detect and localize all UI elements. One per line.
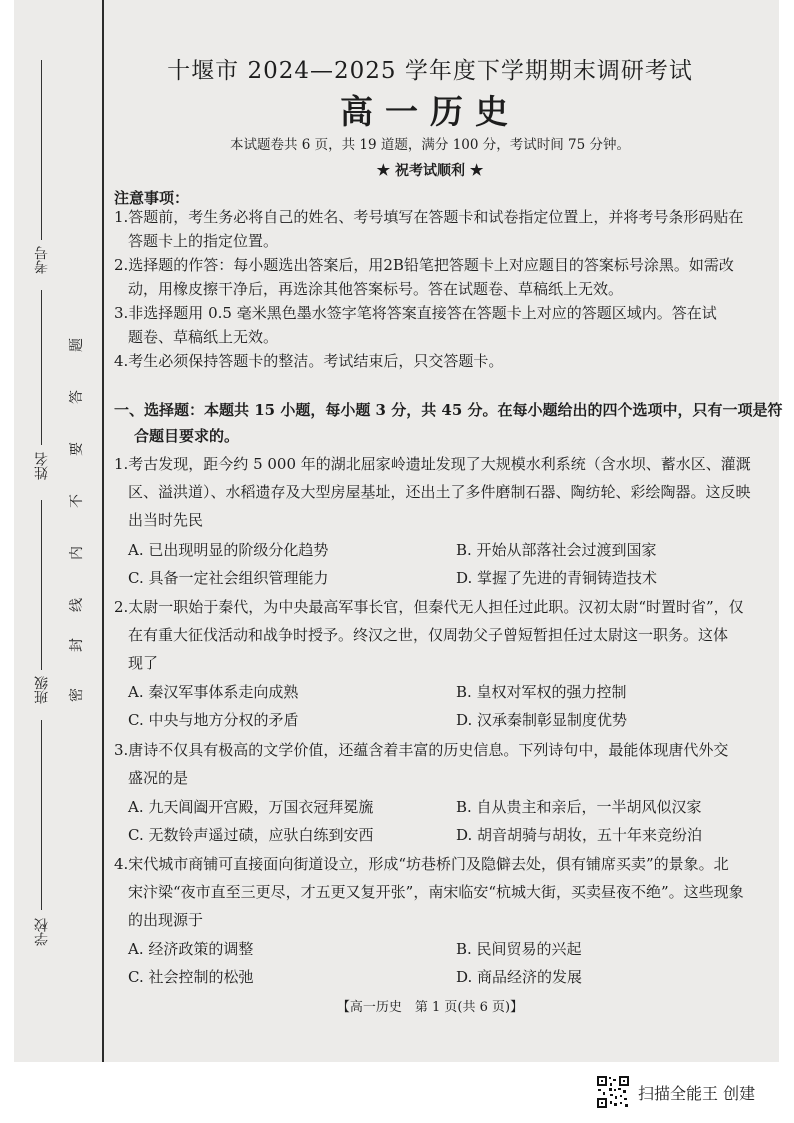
note-line: 3.非选择题用 0.5 毫米黑色墨水签字笔将答案直接答在答题卡上对应的答题区域内。答在试 xyxy=(114,304,717,322)
question-3-stem: 盛况的是 xyxy=(128,769,189,787)
question-4-option-c: C. 社会控制的松弛 xyxy=(128,968,254,986)
question-2-option-a: A. 秦汉军事体系走向成熟 xyxy=(128,683,299,701)
qr-code-icon xyxy=(596,1075,630,1109)
seal-char: 封 xyxy=(69,638,85,652)
notes-heading: 注意事项： xyxy=(114,189,190,207)
good-luck-banner xyxy=(100,160,760,180)
question-1-option-a: A. 已出现明显的阶级分化趋势 xyxy=(128,541,329,559)
note-line: 题卷、草稿纸上无效。 xyxy=(128,328,279,346)
question-1-stem: 出当时先民 xyxy=(128,511,204,529)
seal-char: 要 xyxy=(69,442,85,456)
section-heading-cont: 合题目要求的。 xyxy=(134,427,240,445)
question-3-option-b: B. 自从贵主和亲后，一半胡风似汉家 xyxy=(456,798,702,816)
question-4-option-d: D. 商品经济的发展 xyxy=(456,968,583,986)
question-2-option-b: B. 皇权对军权的强力控制 xyxy=(456,683,627,701)
exam-info: 本试题卷共 6 页，共 19 道题，满分 100 分，考试时间 75 分钟。 xyxy=(229,137,631,153)
note-line: 4.考生必须保持答题卡的整洁。考试结束后，只交答题卡。 xyxy=(114,352,504,370)
question-2-option-c: C. 中央与地方分权的矛盾 xyxy=(128,711,299,729)
seal-line-text xyxy=(66,335,86,715)
star-icon: ★ xyxy=(469,161,484,179)
question-2-option-d: D. 汉承秦制彰显制度优势 xyxy=(456,711,628,729)
question-4-stem: 的出现源于 xyxy=(128,911,204,929)
question-1-option-b: B. 开始从部落社会过渡到国家 xyxy=(456,541,657,559)
exam-title: 十堰市 2024—2025 学年度下学期期末调研考试 xyxy=(167,58,693,84)
question-3-option-d: D. 胡音胡骑与胡妆，五十年来竞纷泊 xyxy=(456,826,703,844)
note-line: 2.选择题的作答：每小题选出答案后，用2B铅笔把答题卡上对应题目的答案标号涂黑。如需改 xyxy=(114,256,734,274)
seal-char: 答 xyxy=(69,390,85,404)
question-3-option-a: A. 九天阊阖开宫殿，万国衣冠拜冕旒 xyxy=(128,798,374,816)
question-1-stem: 区、溢洪道）、水稻遗存及大型房屋基址，还出土了多件磨制石器、陶纺轮、彩绘陶器。这反映 xyxy=(128,483,751,501)
exam-no-label: 考号 xyxy=(34,246,50,274)
subject-title: 高一历史 xyxy=(340,92,520,131)
question-4-stem: 宋汴梁“夜市直至三更尽，才五更又复开张”，南宋临安“杭城大街，买卖昼夜不绝”。这些现象 xyxy=(128,883,744,901)
name-label: 姓名 xyxy=(34,452,50,480)
exam-no-line xyxy=(41,60,42,240)
question-1-stem: 1.考古发现，距今约 5 000 年的湖北屈家岭遗址发现了大规模水利系统（含水坝、蓄水区、灌溉 xyxy=(114,455,751,473)
note-line: 答题卡上的指定位置。 xyxy=(128,232,279,250)
question-4-stem: 4.宋代城市商铺可直接面向街道设立，形成“坊巷桥门及隐僻去处，俱有铺席买卖”的景象。北 xyxy=(114,855,729,873)
name-line xyxy=(41,290,42,445)
question-4-option-a: A. 经济政策的调整 xyxy=(128,940,254,958)
star-icon: ★ xyxy=(376,161,391,179)
note-line: 1.答题前，考生务必将自己的姓名、考号填写在答题卡和试卷指定位置上，并将考号条形码贴在 xyxy=(114,208,744,226)
school-line xyxy=(41,720,42,910)
seal-char: 不 xyxy=(69,494,85,508)
question-2-stem: 现了 xyxy=(128,654,159,672)
question-2-stem: 在有重大征伐活动和战争时授予。终汉之世，仅周勃父子曾短暂担任过太尉这一职务。这体 xyxy=(128,626,729,644)
scanner-watermark xyxy=(596,1075,755,1109)
seal-char: 题 xyxy=(69,338,85,352)
page-footer: 【高一历史 第 1 页(共 6 页)】 xyxy=(336,1000,524,1015)
note-line: 动，用橡皮擦干净后，再选涂其他答案标号。答在试题卷、草稿纸上无效。 xyxy=(128,280,624,298)
question-1-option-d: D. 掌握了先进的青铜铸造技术 xyxy=(456,569,658,587)
question-1-option-c: C. 具备一定社会组织管理能力 xyxy=(128,569,329,587)
section-heading: 一、选择题：本题共 15 小题，每小题 3 分，共 45 分。在每小题给出的四个选项中，只有一项是符 xyxy=(114,401,783,419)
class-label: 班级 xyxy=(34,676,50,704)
school-label: 学校 xyxy=(34,918,50,946)
seal-char: 线 xyxy=(69,598,85,612)
question-2-stem: 2.太尉一职始于秦代，为中央最高军事长官，但秦代无人担任过此职。汉初太尉“时置时省”，仅 xyxy=(114,598,744,616)
seal-char: 密 xyxy=(69,688,85,702)
scanner-label: 扫描全能王 创建 xyxy=(638,1083,756,1103)
question-3-option-c: C. 无数铃声遥过碛，应驮白练到安西 xyxy=(128,826,374,844)
question-3-stem: 3.唐诗不仅具有极高的文学价值，还蕴含着丰富的历史信息。下列诗句中，最能体现唐代外交 xyxy=(114,741,729,759)
class-line xyxy=(41,500,42,670)
seal-char: 内 xyxy=(69,546,85,560)
good-luck-text: 祝考试顺利 xyxy=(395,163,465,179)
question-4-option-b: B. 民间贸易的兴起 xyxy=(456,940,582,958)
